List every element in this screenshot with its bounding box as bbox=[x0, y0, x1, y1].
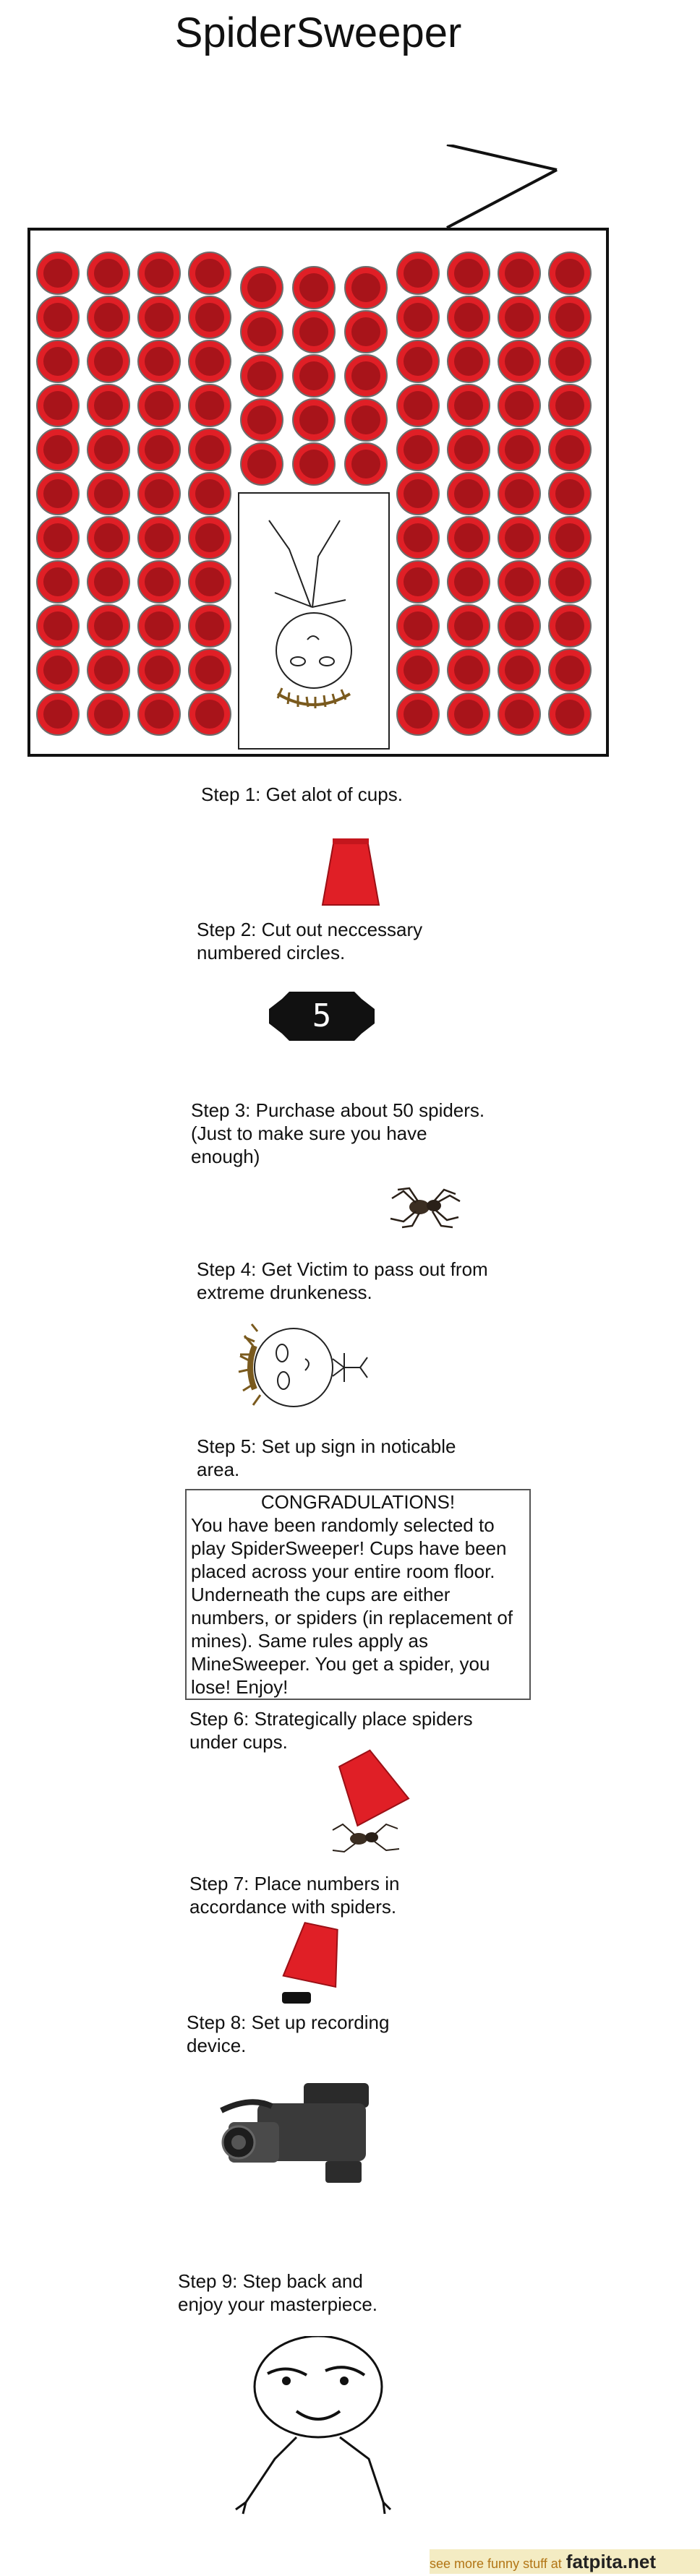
cup-bottom bbox=[195, 656, 224, 684]
congratulations-sign bbox=[185, 1489, 531, 1700]
cup-bottom bbox=[145, 479, 174, 508]
cup-bottom bbox=[404, 656, 432, 684]
cup-bottom bbox=[94, 347, 123, 376]
cup-over-number-icon bbox=[275, 1921, 354, 2008]
cup-bottom bbox=[555, 567, 584, 596]
cup-bottom bbox=[43, 391, 72, 420]
cup-bottom bbox=[145, 567, 174, 596]
cup-bottom bbox=[454, 259, 483, 288]
cup-bottom bbox=[145, 611, 174, 640]
cup-bottom bbox=[404, 700, 432, 729]
cup-bottom bbox=[145, 391, 174, 420]
cup-bottom bbox=[195, 700, 224, 729]
cup-bottom bbox=[43, 611, 72, 640]
sign-heading: CONGRADULATIONS! bbox=[260, 1491, 456, 1513]
door-edge-line bbox=[447, 145, 557, 170]
cup-bottom bbox=[454, 611, 483, 640]
cup-bottom bbox=[555, 259, 584, 288]
cup-bottom bbox=[195, 347, 224, 376]
cup-bottom bbox=[555, 479, 584, 508]
number-tile bbox=[268, 990, 376, 1042]
cup-bottom bbox=[505, 391, 534, 420]
cup-bottom bbox=[299, 361, 328, 390]
cup-bottom bbox=[505, 567, 534, 596]
cup-bottom bbox=[94, 391, 123, 420]
step-9-text: Step 9: Step back and enjoy your masterpiece. bbox=[178, 2270, 378, 2315]
cup-bottom bbox=[145, 435, 174, 464]
cup-bottom bbox=[145, 347, 174, 376]
cup-bottom bbox=[195, 567, 224, 596]
footer-site-link[interactable]: fatpita.net bbox=[565, 2551, 657, 2572]
cup-bottom bbox=[94, 479, 123, 508]
cup-bottom bbox=[195, 391, 224, 420]
step-1-text: Step 1: Get alot of cups. bbox=[201, 783, 403, 805]
cup-bottom bbox=[94, 700, 123, 729]
cup-bottom bbox=[43, 523, 72, 552]
cup-bottom bbox=[145, 523, 174, 552]
cup-bottom bbox=[404, 435, 432, 464]
cup-bottom bbox=[94, 656, 123, 684]
cup-bottom bbox=[404, 303, 432, 332]
cup-bottom bbox=[351, 317, 380, 346]
cup-bottom bbox=[404, 523, 432, 552]
page-title: SpiderSweeper bbox=[174, 9, 462, 56]
cup-bottom bbox=[505, 656, 534, 684]
cup-bottom bbox=[404, 391, 432, 420]
cup-bottom bbox=[555, 435, 584, 464]
camcorder-icon bbox=[217, 2074, 383, 2197]
cup-bottom bbox=[555, 391, 584, 420]
cup-bottom bbox=[195, 435, 224, 464]
number-tile-digit: 5 bbox=[312, 997, 332, 1034]
cup-bottom bbox=[43, 479, 72, 508]
cup-bottom bbox=[505, 700, 534, 729]
cup-bottom bbox=[404, 479, 432, 508]
cup-bottom bbox=[454, 700, 483, 729]
cup-bottom bbox=[299, 450, 328, 478]
cup-bottom bbox=[404, 347, 432, 376]
cup-bottom bbox=[43, 567, 72, 596]
cup-bottom bbox=[404, 259, 432, 288]
cup-bottom bbox=[145, 700, 174, 729]
cup-bottom bbox=[454, 567, 483, 596]
cup-bottom bbox=[43, 347, 72, 376]
cup-bottom bbox=[145, 259, 174, 288]
cup-bottom bbox=[247, 405, 276, 434]
footer-banner[interactable] bbox=[430, 2549, 700, 2574]
step-7-text: Step 7: Place numbers in accordance with spiders. bbox=[189, 1873, 400, 1918]
red-cup-icon bbox=[318, 837, 383, 908]
cup-bottom bbox=[505, 611, 534, 640]
cup-bottom bbox=[195, 303, 224, 332]
step-3-text: Step 3: Purchase about 50 spiders. (Just to make sure you have enough) bbox=[191, 1099, 485, 1167]
cup-bottom bbox=[505, 303, 534, 332]
cup-bottom bbox=[505, 259, 534, 288]
cup-bottom bbox=[505, 347, 534, 376]
cup-bottom bbox=[454, 347, 483, 376]
cup-bottom bbox=[555, 523, 584, 552]
cup-bottom bbox=[555, 611, 584, 640]
cup-bottom bbox=[454, 303, 483, 332]
cup-bottom bbox=[94, 567, 123, 596]
cup-bottom bbox=[247, 317, 276, 346]
step-8-text: Step 8: Set up recording device. bbox=[187, 2012, 390, 2056]
cup-bottom bbox=[94, 303, 123, 332]
cup-bottom bbox=[145, 656, 174, 684]
cup-bottom bbox=[505, 435, 534, 464]
room-scene bbox=[0, 145, 700, 766]
passed-out-victim-icon bbox=[236, 1317, 373, 1411]
cup-bottom bbox=[94, 435, 123, 464]
cup-bottom bbox=[195, 611, 224, 640]
cup-bottom bbox=[94, 523, 123, 552]
tilted-cup-over-spider-icon bbox=[318, 1749, 419, 1858]
cup-bottom bbox=[351, 405, 380, 434]
cup-bottom bbox=[195, 479, 224, 508]
cup-bottom bbox=[247, 450, 276, 478]
cup-bottom bbox=[43, 700, 72, 729]
cup-bottom bbox=[94, 259, 123, 288]
cup-bottom bbox=[94, 611, 123, 640]
cup-bottom bbox=[555, 303, 584, 332]
footer-prefix: see more funny stuff at bbox=[430, 2556, 562, 2571]
cup-bottom bbox=[43, 435, 72, 464]
spider-icon bbox=[383, 1185, 463, 1229]
cup-bottom bbox=[299, 405, 328, 434]
cup-bottom bbox=[195, 523, 224, 552]
cup-bottom bbox=[454, 391, 483, 420]
cup-bottom bbox=[454, 479, 483, 508]
step-5-text: Step 5: Set up sign in noticable area. bbox=[197, 1435, 456, 1480]
cup-bottom bbox=[555, 656, 584, 684]
cup-bottom bbox=[43, 656, 72, 684]
cup-bottom bbox=[555, 700, 584, 729]
cup-bottom bbox=[299, 317, 328, 346]
cup-bottom bbox=[454, 523, 483, 552]
step-4-text: Step 4: Get Victim to pass out from extreme drunkeness. bbox=[197, 1258, 488, 1303]
cup-bottom bbox=[299, 273, 328, 302]
cup-bottom bbox=[505, 479, 534, 508]
cup-bottom bbox=[555, 347, 584, 376]
cup-bottom bbox=[404, 567, 432, 596]
sign-body: You have been randomly selected to play SpiderSweeper! Cups have been placed across your entire room floor. Underneath the cups are either numbers, or spiders (in replacement of mines). Same rules apply as MineSweeper. You get a spider, you lose! Enjoy! bbox=[191, 1514, 513, 1698]
cup-bottom bbox=[145, 303, 174, 332]
cup-bottom bbox=[454, 435, 483, 464]
cup-bottom bbox=[247, 273, 276, 302]
cup-bottom bbox=[505, 523, 534, 552]
cup-bottom bbox=[43, 259, 72, 288]
cup-bottom bbox=[351, 361, 380, 390]
cup-bottom bbox=[351, 273, 380, 302]
cup-bottom bbox=[247, 361, 276, 390]
rage-face-icon bbox=[217, 2336, 412, 2517]
cup-bottom bbox=[195, 259, 224, 288]
step-2-text: Step 2: Cut out neccessary numbered circles. bbox=[197, 919, 423, 963]
cup-bottom bbox=[404, 611, 432, 640]
cup-bottom bbox=[351, 450, 380, 478]
step-6-text: Step 6: Strategically place spiders under cups. bbox=[189, 1708, 473, 1753]
cup-bottom bbox=[43, 303, 72, 332]
cup-bottom bbox=[454, 656, 483, 684]
